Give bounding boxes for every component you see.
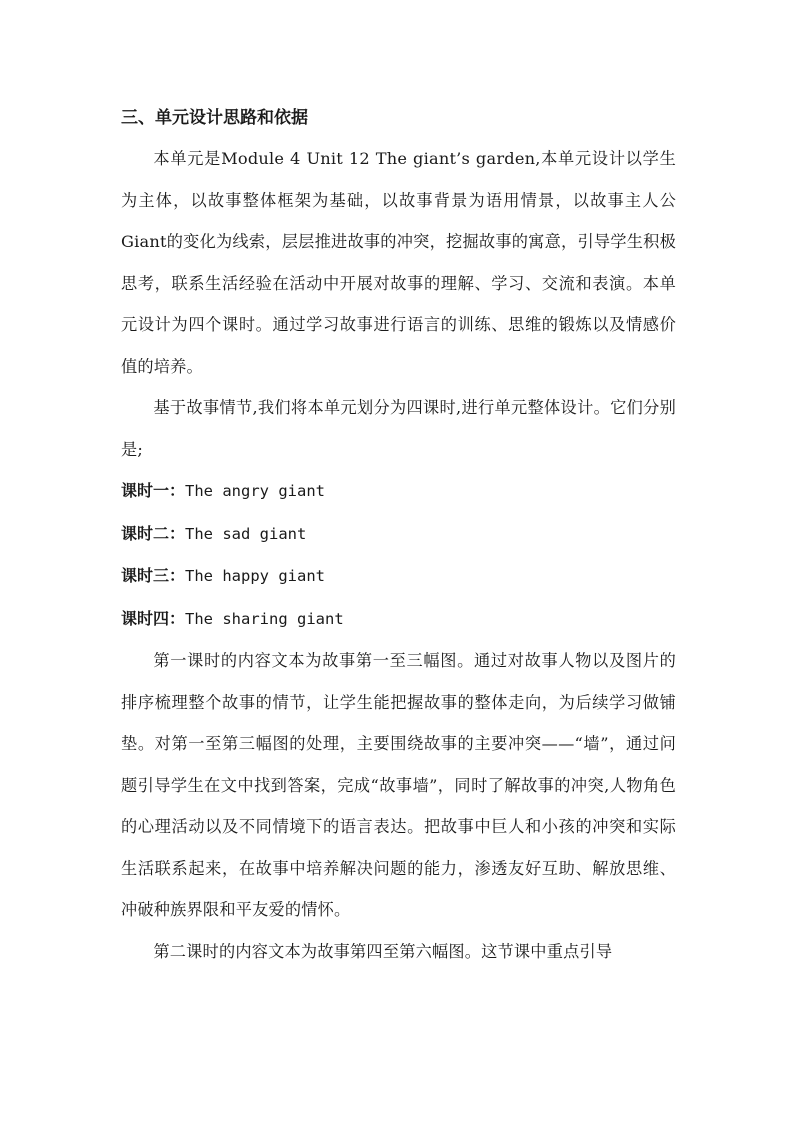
lesson-title: The sad giant xyxy=(185,524,307,543)
lesson-item xyxy=(121,598,676,641)
lesson-item xyxy=(121,555,676,598)
lesson-item xyxy=(121,513,676,556)
lesson-label: 课时三： xyxy=(121,566,186,585)
section-heading: 三、单元设计思路和依据 xyxy=(121,108,308,128)
intro-paragraph: 本单元是Module 4 Unit 12 The giant’s garden,本单元设计以学生为主体，以故事整体框架为基础，以故事背景为语用情景，以故事主人公Giant的变化为线索，层层推进故事的冲突，挖掘故事的寓意，引导学生积极思考，联系生活经验在活动中开展对故事的理解、学习、交流和表演。本单元设计为四个课时。通过学习故事进行语言的训练、思维的锻炼以及情感价值的培养。 xyxy=(121,149,676,376)
lesson-label: 课时一： xyxy=(121,481,186,500)
lesson-title: The angry giant xyxy=(185,482,325,500)
lesson2-detail-paragraph: 第二课时的内容文本为故事第四至第六幅图。这节课中重点引导 xyxy=(153,941,613,961)
lesson-title: The happy giant xyxy=(185,567,325,585)
division-paragraph: 基于故事情节,我们将本单元划分为四课时,进行单元整体设计。它们分别是; xyxy=(121,398,676,459)
lesson-title: The sharing giant xyxy=(185,609,344,628)
lesson1-detail-paragraph: 第一课时的内容文本为故事第一至三幅图。通过对故事人物以及图片的排序梳理整个故事的情节，让学生能把握故事的整体走向，为后续学习做铺垫。对第一至第三幅图的处理，主要围绕故事的主要冲突——“墙”，通过问题引导学生在文中找到答案，完成“故事墙”，同时了解故事的冲突,人物角色的心理活动以及不同情境下的语言表达。把故事中巨人和小孩的冲突和实际生活联系起来，在故事中培养解决问题的能力，渗透友好互助、解放思维、冲破种族界限和平友爱的情怀。 xyxy=(121,651,676,919)
document-page xyxy=(121,98,676,972)
lesson-label: 课时二： xyxy=(121,523,186,543)
lesson-list xyxy=(121,470,676,640)
lesson-label: 课时四： xyxy=(121,608,186,628)
lesson-item xyxy=(121,470,676,513)
